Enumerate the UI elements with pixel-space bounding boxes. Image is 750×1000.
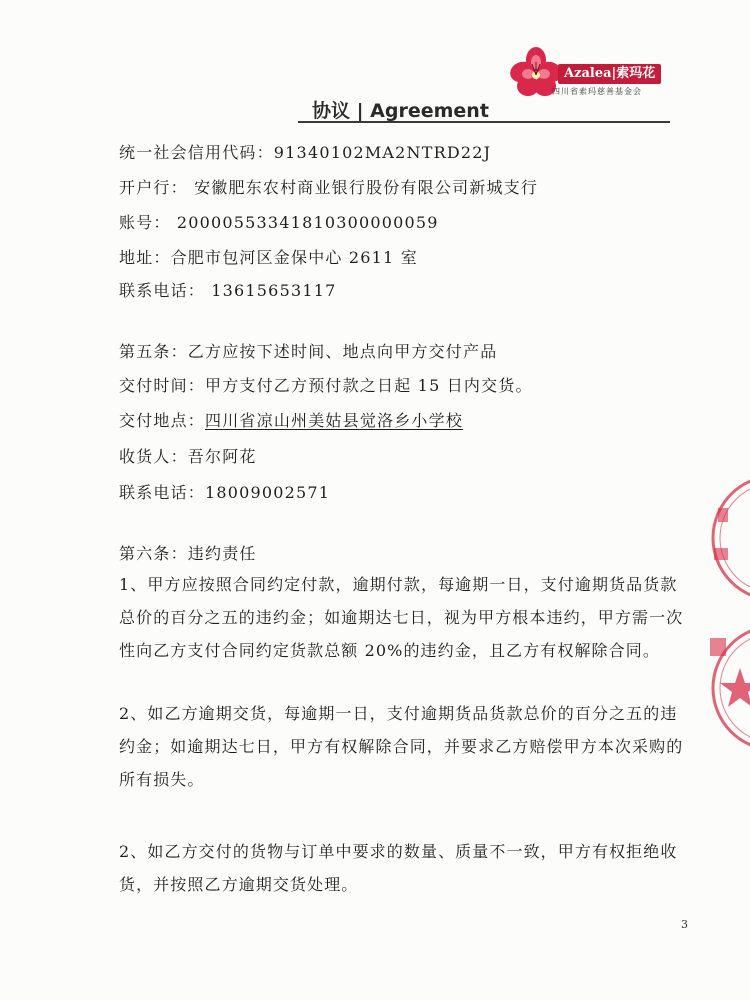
phone-line: 联系电话： 13615653117 [119,281,337,300]
delivery-time-line: 交付时间：甲方支付乙方预付款之日起 15 日内交货。 [119,376,533,395]
header-divider [298,121,670,123]
clause-3: 2、如乙方交付的货物与订单中要求的数量、质量不一致，甲方有权拒绝收货，并按照乙方逾期交货处理。 [119,842,678,894]
delivery-phone-line: 联系电话：18009002571 [119,483,331,502]
logo-badge: Azalea|索玛花 [558,64,661,84]
delivery-place-line [119,408,463,431]
delivery-place-value: 四川省凉山州美姑县觉洛乡小学校 [205,411,464,430]
receiver-line: 收货人：吾尔阿花 [119,447,257,466]
logo-subtitle: 四川省索玛慈善基金会 [552,87,642,96]
account-line: 账号： 20000553341810300000059 [119,213,439,232]
article6-heading: 第六条：违约责任 [119,544,257,563]
bank-line: 开户行： 安徽肥东农村商业银行股份有限公司新城支行 [119,178,539,197]
page-number: 3 [681,918,688,931]
article5-heading: 第五条：乙方应按下述时间、地点向甲方交付产品 [119,342,498,361]
foundation-logo [500,40,675,110]
credit-code-line: 统一社会信用代码：91340102MA2NTRD22J [119,143,492,162]
address-line: 地址：合肥市包河区金保中心 2611 室 [119,248,418,267]
clause-2: 2、如乙方逾期交货，每逾期一日，支付逾期货品货款总价的百分之五的违约金；如逾期达七日，甲方有权解除合同，并要求乙方赔偿甲方本次采购的所有损失。 [119,704,684,789]
red-seal-stamp [700,478,750,748]
page-title: 协议 | Agreement [312,100,489,122]
delivery-place-label: 交付地点： [119,411,206,430]
clause-1: 1、甲方应按照合同约定付款，逾期付款，每逾期一日，支付逾期货品货款总价的百分之五的违约金；如逾期达七日，视为甲方根本违约，甲方需一次性向乙方支付合同约定货款总额 20%的违约金，且乙方有权解除合同。 [119,575,684,660]
